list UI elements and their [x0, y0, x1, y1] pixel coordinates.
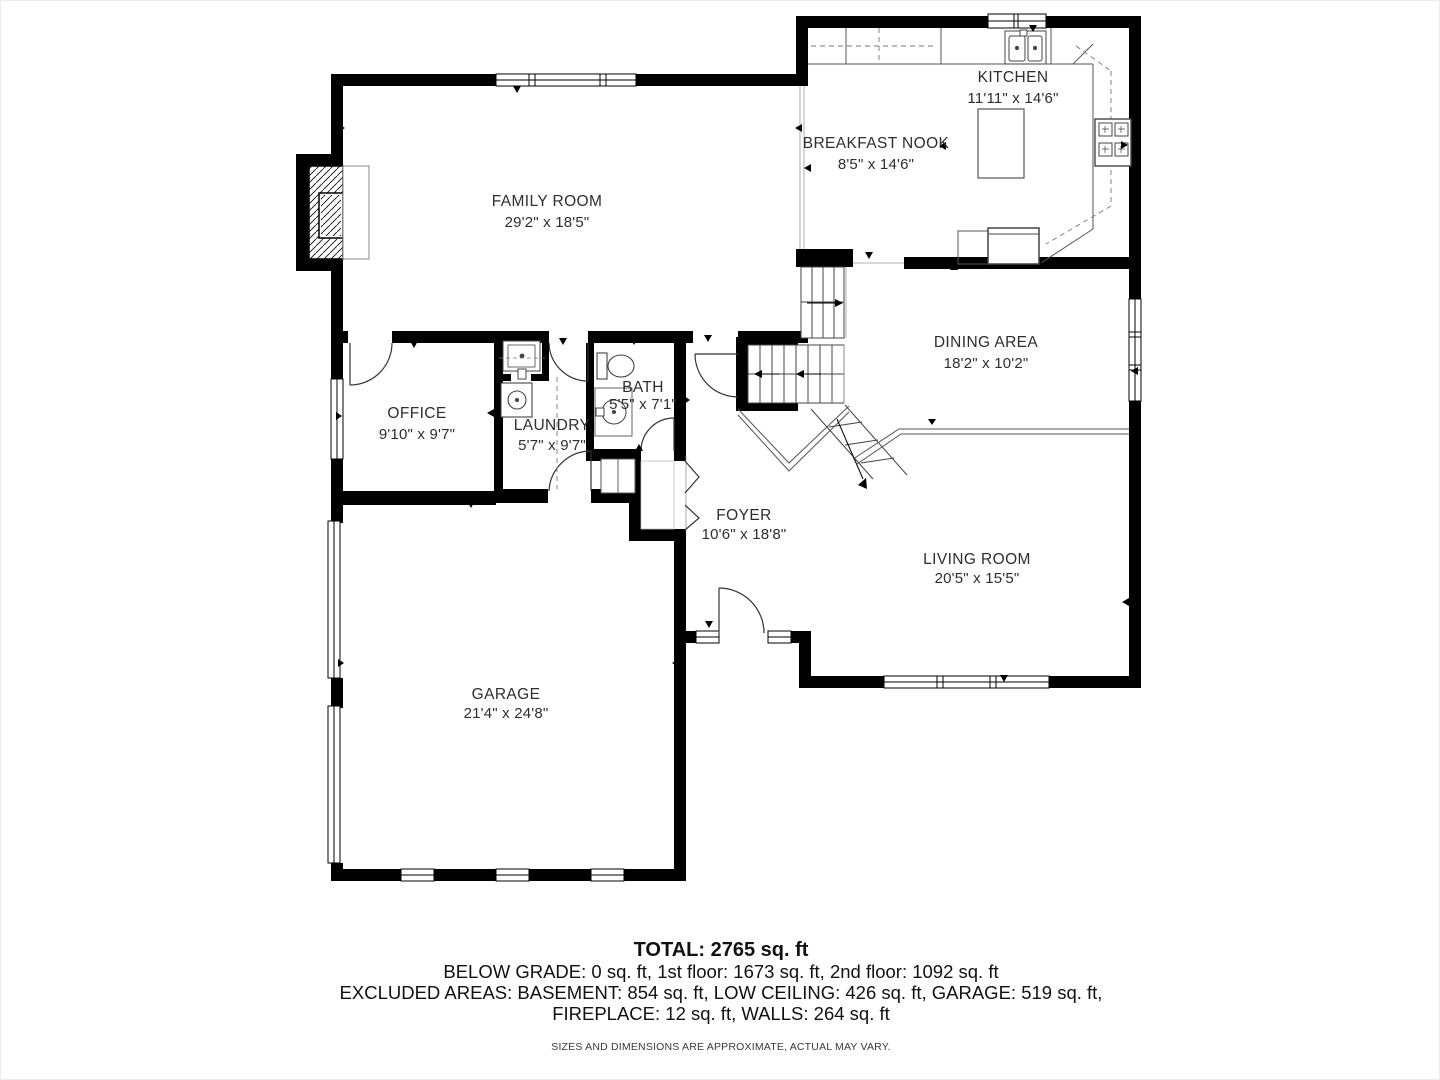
kitchen-sink-icon [1005, 30, 1046, 64]
breakfast-nook-label: BREAKFAST NOOK [802, 135, 950, 152]
dining-area-label: DINING AREA [933, 334, 1039, 351]
living-room-label: LIVING ROOM [923, 551, 1031, 568]
fireplace-icon [296, 154, 369, 271]
office-dims: 9'10" x 9'7" [378, 426, 456, 443]
office-label: OFFICE [387, 405, 447, 422]
foyer-dims: 10'6" x 18'8" [701, 526, 787, 543]
kitchen-island [978, 109, 1024, 178]
breakfast-nook-dims: 8'5" x 14'6" [837, 156, 915, 173]
floors-area-line: BELOW GRADE: 0 sq. ft, 1st floor: 1673 sq. ft, 2nd floor: 1092 sq. ft [443, 961, 999, 982]
bath-label: BATH [622, 379, 664, 396]
living-room-dims: 20'5" x 15'5" [934, 570, 1020, 587]
total-area: TOTAL: 2765 sq. ft [633, 939, 809, 961]
laundry-dims: 5'7" x 9'7" [518, 437, 586, 454]
bath-dims: 5'5" x 7'1" [609, 396, 677, 413]
garage-label: GARAGE [471, 686, 541, 703]
family-room-label: FAMILY ROOM [491, 193, 603, 210]
dining-area-dims: 18'2" x 10'2" [943, 355, 1029, 372]
kitchen-dims: 11'11" x 14'6" [967, 90, 1059, 107]
fireplace-walls-line: FIREPLACE: 12 sq. ft, WALLS: 264 sq. ft [552, 1003, 890, 1024]
family-room-dims: 29'2" x 18'5" [504, 214, 590, 231]
fridge-icon [988, 228, 1039, 264]
toilet-icon [597, 353, 634, 379]
stairs-icon [738, 267, 907, 489]
foyer-label: FOYER [716, 507, 772, 524]
floor-plan-drawing [1, 1, 1440, 941]
laundry-label: LAUNDRY [513, 417, 591, 434]
excluded-areas-line: EXCLUDED AREAS: BASEMENT: 854 sq. ft, LOW CEILING: 426 sq. ft, GARAGE: 519 sq. ft, [339, 982, 1103, 1003]
kitchen-label: KITCHEN [977, 69, 1049, 86]
dryer-icon [601, 459, 635, 493]
area-summary [1, 939, 1440, 1053]
garage-dims: 21'4" x 24'8" [463, 705, 549, 722]
stove-icon [1095, 119, 1131, 166]
disclaimer-text: SIZES AND DIMENSIONS ARE APPROXIMATE, ACTUAL MAY VARY. [551, 1041, 891, 1053]
